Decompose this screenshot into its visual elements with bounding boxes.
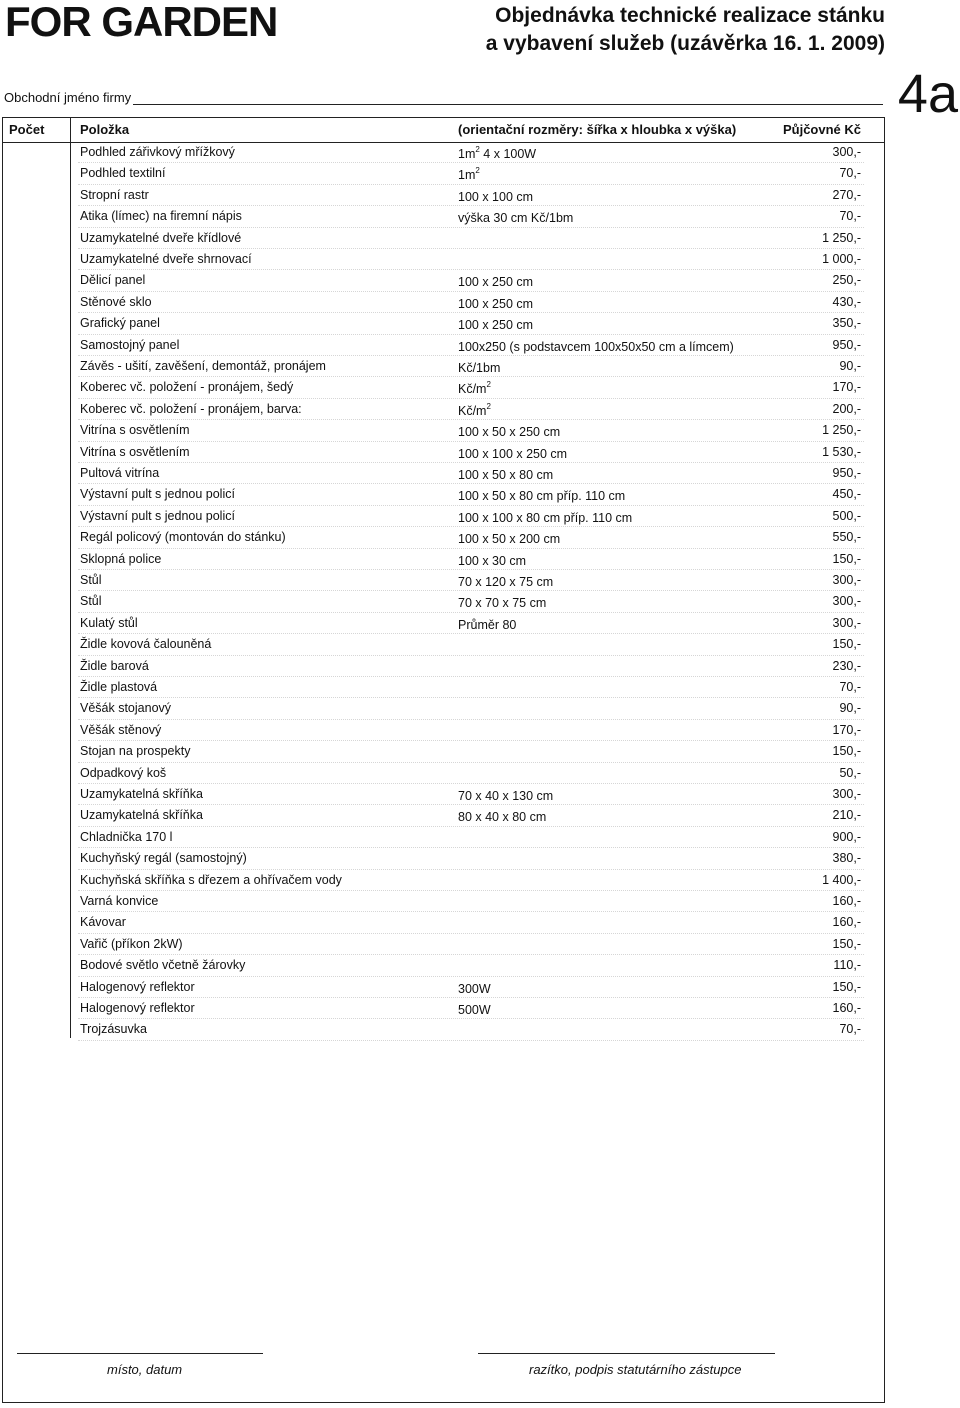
item-size <box>458 980 491 996</box>
signature-label: razítko, podpis statutárního zástupce <box>529 1362 742 1377</box>
item-name: Varná konvice <box>80 894 159 908</box>
item-name: Věšák stojanový <box>80 701 172 716</box>
item-name: Vitrína s osvětlením <box>80 444 190 459</box>
item-name: Koberec vč. položení - pronájem, barva: <box>80 401 302 416</box>
item-price: 170,- <box>832 380 861 395</box>
item-size <box>458 338 734 354</box>
signature-line[interactable] <box>478 1353 775 1354</box>
item-size <box>458 209 573 225</box>
item-price: 950,- <box>832 337 861 352</box>
item-size <box>458 466 553 482</box>
item-size <box>458 1001 491 1017</box>
item-price: 270,- <box>832 187 861 202</box>
table-row[interactable] <box>3 870 884 891</box>
order-form <box>2 117 885 1403</box>
table-row[interactable] <box>3 912 884 933</box>
item-name: Věšák stěnový <box>80 722 162 737</box>
item-size <box>458 145 536 161</box>
item-name: Podhled zářivkový mřížkový <box>80 145 235 159</box>
table-row[interactable] <box>3 206 884 227</box>
item-name: Bodové světlo včetně žárovky <box>80 958 246 973</box>
item-size <box>458 188 533 204</box>
item-size-exponent: 2 <box>475 166 480 176</box>
item-name: Atika (límec) na firemní nápis <box>80 209 242 224</box>
table-row[interactable] <box>3 891 884 912</box>
page-badge: 4a <box>897 64 958 124</box>
table-row[interactable] <box>3 313 884 334</box>
item-size-value: 100 x 50 x 80 cm příp. 110 cm <box>458 489 626 504</box>
item-name: Sklopná police <box>80 551 162 566</box>
item-price: 300,- <box>832 145 861 159</box>
table-row[interactable] <box>3 377 884 398</box>
item-price: 70,- <box>839 209 861 224</box>
item-name: Grafický panel <box>80 316 160 331</box>
item-price: 110,- <box>833 958 861 973</box>
item-name: Podhled textilní <box>80 166 166 181</box>
item-size <box>458 359 500 375</box>
item-size-value: 1m <box>458 168 476 183</box>
item-size-value: 80 x 40 x 80 cm <box>458 810 547 825</box>
item-price: 380,- <box>832 851 861 866</box>
item-name: Stůl <box>80 573 102 587</box>
item-size <box>458 552 526 568</box>
item-price: 50,- <box>839 765 861 780</box>
item-size-value: 100 x 100 x 80 cm příp. 110 cm <box>458 510 633 525</box>
item-size <box>458 594 546 610</box>
table-row[interactable] <box>3 634 884 655</box>
item-size-value: Kč/m <box>458 403 487 418</box>
item-name: Výstavní pult s jednou policí <box>80 487 235 502</box>
item-price: 550,- <box>832 530 861 545</box>
table-row[interactable] <box>3 656 884 677</box>
table-row[interactable] <box>3 784 884 805</box>
item-size-value: 100 x 50 x 250 cm <box>458 425 561 440</box>
table-row[interactable] <box>3 698 884 719</box>
item-price: 160,- <box>832 915 861 930</box>
item-price: 150,- <box>832 979 861 994</box>
company-name-field[interactable] <box>133 104 883 105</box>
item-name: Kávovar <box>80 915 126 930</box>
item-size-value: 70 x 70 x 75 cm <box>458 596 547 611</box>
item-price: 300,- <box>832 615 861 630</box>
table-row[interactable] <box>3 570 884 591</box>
table-row[interactable] <box>3 399 884 420</box>
item-price: 150,- <box>832 936 861 951</box>
item-size-value: 100 x 250 cm <box>458 275 534 290</box>
table-row[interactable] <box>3 142 884 163</box>
table-row[interactable] <box>3 463 884 484</box>
item-size-value: 100x250 (s podstavcem 100x50x50 cm a límcem) <box>458 339 734 354</box>
table-row[interactable] <box>3 484 884 505</box>
item-size-value: 500W <box>458 1003 491 1017</box>
item-price: 300,- <box>832 594 861 609</box>
item-name: Kuchyňský regál (samostojný) <box>80 851 247 866</box>
item-size-value: Kč/m <box>458 382 487 397</box>
item-name: Koberec vč. položení - pronájem, šedý <box>80 380 294 395</box>
item-name: Uzamykatelná skříňka <box>80 808 203 823</box>
table-row[interactable] <box>3 998 884 1019</box>
item-name: Trojzásuvka <box>80 1022 147 1037</box>
table-row[interactable] <box>3 292 884 313</box>
item-price: 900,- <box>832 829 861 844</box>
item-name: Uzamykatelná skříňka <box>80 787 203 801</box>
table-row[interactable] <box>3 613 884 634</box>
item-name: Pultová vitrína <box>80 466 160 480</box>
table-row[interactable] <box>3 335 884 356</box>
item-size-value: Kč/1bm <box>458 361 501 375</box>
item-price: 210,- <box>832 808 861 823</box>
table-row[interactable] <box>3 827 884 848</box>
item-price: 500,- <box>832 508 861 523</box>
item-price: 350,- <box>832 316 861 331</box>
item-price: 160,- <box>832 894 861 908</box>
item-size <box>458 808 546 824</box>
item-size-value: 100 x 50 x 200 cm <box>458 532 561 547</box>
item-size-value: 70 x 40 x 130 cm <box>458 789 554 803</box>
table-row[interactable] <box>3 677 884 698</box>
item-price: 150,- <box>832 551 861 566</box>
item-price: 160,- <box>832 1001 861 1015</box>
item-price: 950,- <box>832 466 861 480</box>
table-row[interactable] <box>3 848 884 869</box>
item-name: Odpadkový koš <box>80 765 167 780</box>
page-title <box>486 2 885 58</box>
title-line-2: a vybavení služeb (uzávěrka 16. 1. 2009) <box>485 32 885 55</box>
item-price: 70,- <box>839 680 861 694</box>
item-size-value: 100 x 30 cm <box>458 553 527 568</box>
item-name: Židle kovová čalouněná <box>80 637 212 652</box>
item-price: 150,- <box>832 637 861 652</box>
item-size-exponent: 2 <box>475 145 480 154</box>
item-name: Kulatý stůl <box>80 615 138 630</box>
item-name: Uzamykatelné dveře křídlové <box>80 230 242 245</box>
item-size <box>458 787 553 803</box>
item-size <box>458 273 533 289</box>
item-name: Halogenový reflektor <box>80 1001 195 1015</box>
item-price: 250,- <box>832 273 861 288</box>
item-name: Stropní rastr <box>80 187 149 202</box>
item-price: 70,- <box>839 166 861 181</box>
item-size <box>458 402 491 418</box>
table-row[interactable] <box>3 420 884 441</box>
item-size-value: 100 x 50 x 80 cm <box>458 468 554 482</box>
item-name: Samostojný panel <box>80 337 180 352</box>
item-size-value: 100 x 250 cm <box>458 318 534 333</box>
item-price: 1 250,- <box>822 230 861 245</box>
item-size-value: 100 x 250 cm <box>458 296 534 311</box>
item-price: 1 000,- <box>822 252 861 266</box>
table-row[interactable] <box>3 1019 884 1040</box>
item-name: Stěnové sklo <box>80 294 152 309</box>
header-item: Položka <box>80 122 130 137</box>
item-price: 300,- <box>832 573 861 587</box>
item-name: Dělicí panel <box>80 273 146 288</box>
item-name: Vitrína s osvětlením <box>80 423 190 438</box>
item-name: Chladnička 170 l <box>80 829 173 844</box>
place-date-label: místo, datum <box>107 1362 183 1377</box>
item-size-value: 1m <box>458 147 476 161</box>
item-price: 150,- <box>832 744 861 759</box>
table-row[interactable] <box>3 185 884 206</box>
item-size <box>458 445 567 461</box>
table-row[interactable] <box>3 270 884 291</box>
place-date-line[interactable] <box>17 1353 263 1354</box>
item-size <box>458 573 553 589</box>
item-name: Uzamykatelné dveře shrnovací <box>80 252 252 266</box>
brand-logo: FOR GARDEN <box>5 0 278 45</box>
item-price: 230,- <box>832 658 861 673</box>
item-size <box>458 166 480 182</box>
item-price: 1 400,- <box>822 872 861 887</box>
item-name: Kuchyňská skříňka s dřezem a ohřívačem vody <box>80 872 342 887</box>
table-row[interactable] <box>3 805 884 826</box>
item-name: Výstavní pult s jednou policí <box>80 508 235 523</box>
item-price: 200,- <box>832 401 861 416</box>
header-price: Půjčovné Kč <box>782 122 861 137</box>
item-size <box>458 380 491 396</box>
item-size-value: Průměr 80 <box>458 617 517 632</box>
item-size-value: 300W <box>458 981 491 996</box>
table-row[interactable] <box>3 720 884 741</box>
item-name: Halogenový reflektor <box>80 979 195 994</box>
item-size <box>458 509 632 525</box>
table-row[interactable] <box>3 506 884 527</box>
item-name: Židle barová <box>80 658 149 673</box>
item-size <box>458 530 560 546</box>
item-name: Stojan na prospekty <box>80 744 191 759</box>
table-row[interactable] <box>3 228 884 249</box>
title-line-1: Objednávka technické realizace stánku <box>495 4 885 27</box>
item-size <box>458 616 516 632</box>
item-size <box>458 295 533 311</box>
table-row[interactable] <box>3 977 884 998</box>
table-row[interactable] <box>3 955 884 976</box>
item-price: 450,- <box>832 487 861 502</box>
item-price: 1 250,- <box>822 423 861 438</box>
table-row[interactable] <box>3 763 884 784</box>
item-name: Závěs - ušití, zavěšení, demontáž, pronájem <box>80 359 326 373</box>
item-size-exponent: 2 <box>486 401 491 411</box>
item-price: 90,- <box>839 701 861 716</box>
item-price: 430,- <box>832 294 861 309</box>
table-row[interactable] <box>3 442 884 463</box>
item-price: 90,- <box>839 359 861 373</box>
header-size: (orientační rozměry: šířka x hloubka x výška) <box>458 122 737 137</box>
item-size <box>458 423 560 439</box>
item-price: 70,- <box>839 1022 861 1037</box>
item-size <box>458 487 625 503</box>
item-name: Regál policový (montován do stánku) <box>80 530 286 545</box>
table-row[interactable] <box>3 591 884 612</box>
item-size <box>458 316 533 332</box>
header-count: Počet <box>9 122 45 137</box>
table-row[interactable] <box>3 741 884 762</box>
table-row[interactable] <box>3 163 884 184</box>
item-name: Židle plastová <box>80 680 158 694</box>
table-row[interactable] <box>3 356 884 377</box>
item-size-exponent: 2 <box>486 380 491 390</box>
item-size-value: 100 x 100 cm <box>458 189 534 204</box>
item-name: Stůl <box>80 594 102 609</box>
item-price: 1 530,- <box>822 444 861 459</box>
table-row[interactable] <box>3 249 884 270</box>
item-size-value: 70 x 120 x 75 cm <box>458 575 554 589</box>
item-size-value: 100 x 100 x 250 cm <box>458 446 568 461</box>
table-row[interactable] <box>3 934 884 955</box>
item-price: 300,- <box>832 787 861 801</box>
table-row[interactable] <box>3 527 884 548</box>
item-name: Vařič (příkon 2kW) <box>80 936 183 951</box>
table-header <box>3 118 884 143</box>
item-size-extra: 4 x 100W <box>479 147 537 161</box>
table-row[interactable] <box>3 549 884 570</box>
item-size-value: výška 30 cm Kč/1bm <box>458 211 574 226</box>
item-price: 170,- <box>832 722 861 737</box>
company-name-label: Obchodní jméno firmy <box>4 90 132 105</box>
